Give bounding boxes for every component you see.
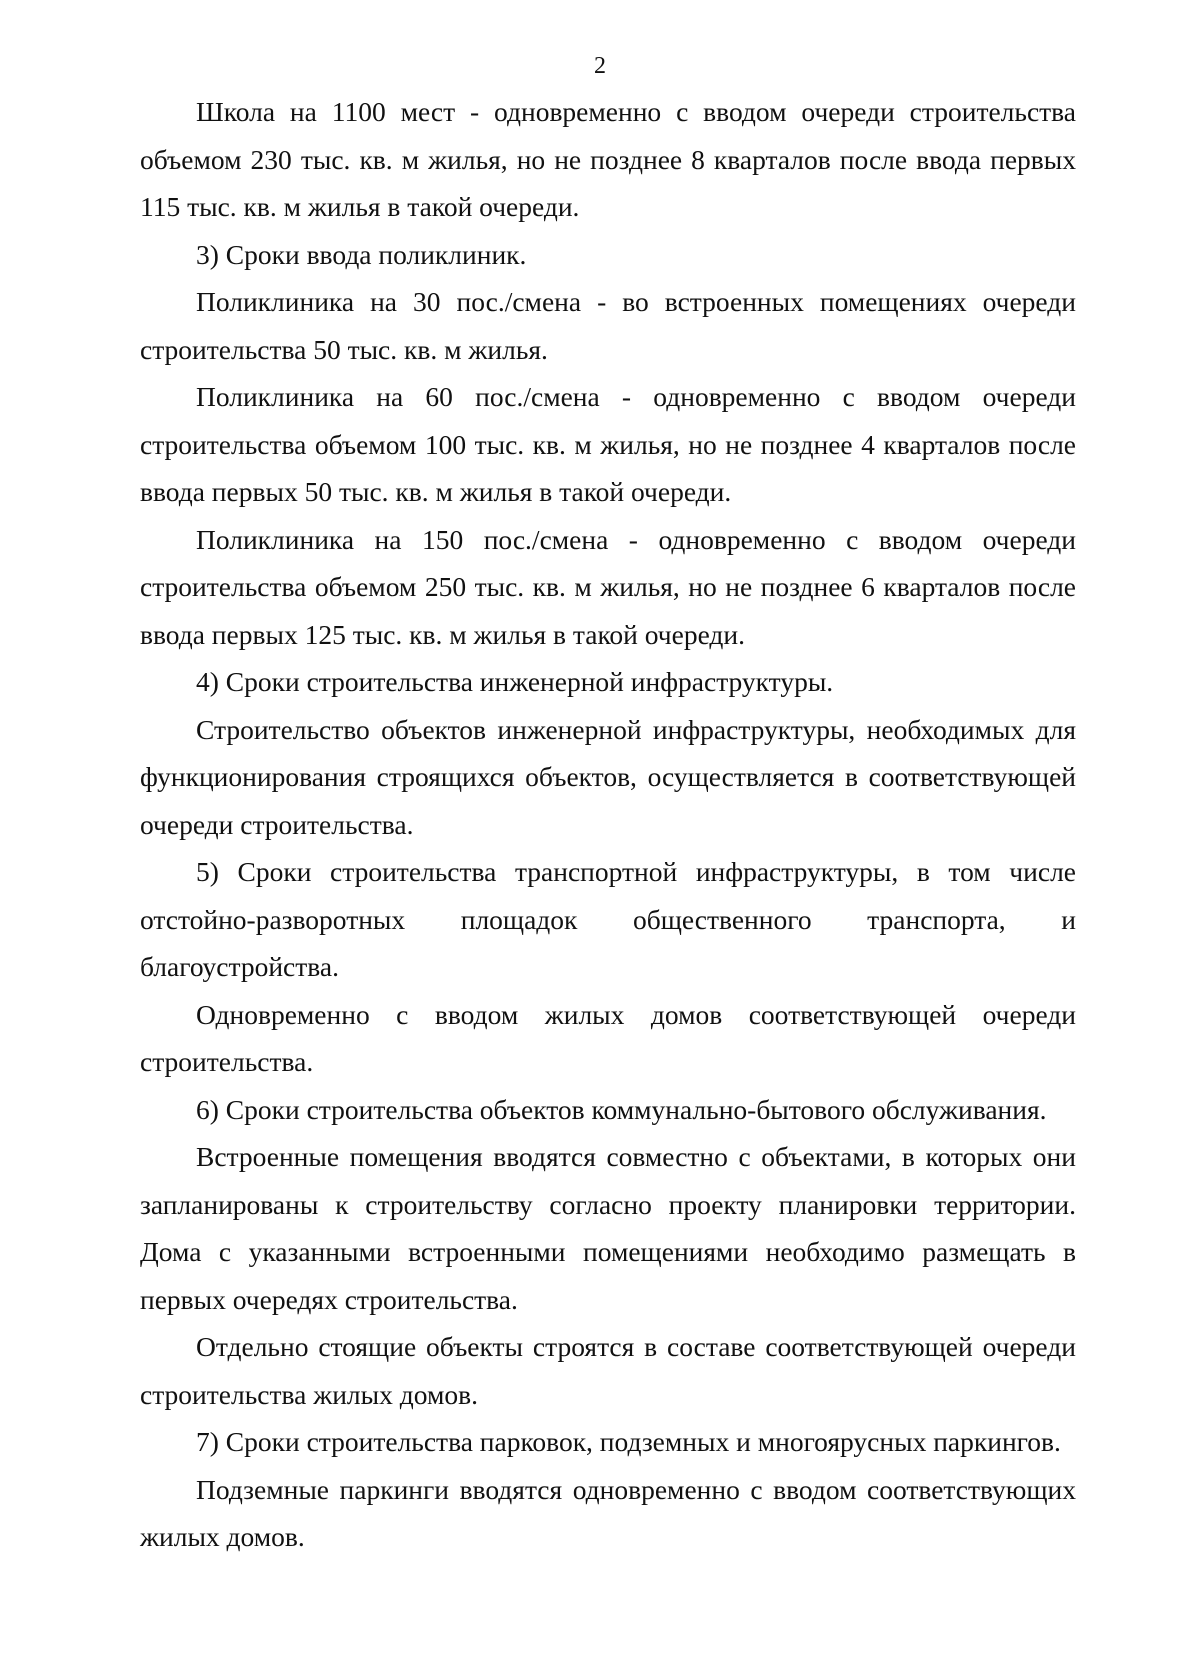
paragraph-engineering: Строительство объектов инженерной инфраструктуры, необходимых для функционирования строящихся объектов, осуществляется в соответствующей очереди строительства. <box>140 713 1076 840</box>
heading-services: 6) Сроки строительства объектов коммунально-бытового обслуживания. <box>196 1093 1047 1125</box>
paragraph-clinic-150: Поликлиника на 150 пос./смена - одновременно с вводом очереди строительства объемом 250 тыс. кв. м жилья, но не позднее 6 кварталов после ввода первых 125 тыс. кв. м жилья в такой очереди. <box>140 523 1076 650</box>
paragraph-school: Школа на 1100 мест - одновременно с вводом очереди строительства объемом 230 тыс. кв. м жилья, но не позднее 8 кварталов после ввода первых 115 тыс. кв. м жилья в такой очереди. <box>140 96 1076 222</box>
paragraph-transport: Одновременно с вводом жилых домов соответствующей очереди строительства. <box>140 998 1076 1077</box>
paragraph-builtin-premises: Встроенные помещения вводятся совместно с объектами, в которых они запланированы к строительству согласно проекту планировки территории. Дома с указанными встроенными помещениями необходимо размещать в первых очередях строительства. <box>140 1141 1076 1315</box>
heading-clinics: 3) Сроки ввода поликлиник. <box>196 238 527 270</box>
paragraph-parking: Подземные паркинги вводятся одновременно с вводом соответствующих жилых домов. <box>140 1473 1076 1552</box>
document-body <box>140 88 1076 1561</box>
paragraph-standalone: Отдельно стоящие объекты строятся в составе соответствующей очереди строительства жилых домов. <box>140 1331 1076 1410</box>
paragraph-transport-heading: 5) Сроки строительства транспортной инфраструктуры, в том числе отстойно-разворотных площадок общественного транспорта, и благоустройства. <box>140 856 1076 982</box>
paragraph-clinic-30: Поликлиника на 30 пос./смена - во встроенных помещениях очереди строительства 50 тыс. кв. м жилья. <box>140 286 1076 365</box>
heading-engineering: 4) Сроки строительства инженерной инфраструктуры. <box>196 666 834 697</box>
paragraph-clinic-60: Поликлиника на 60 пос./смена - одновременно с вводом очереди строительства объемом 100 тыс. кв. м жилья, но не позднее 4 кварталов после ввода первых 50 тыс. кв. м жилья в такой очереди. <box>140 381 1076 507</box>
heading-parking: 7) Сроки строительства парковок, подземных и многоярусных паркингов. <box>196 1426 1061 1457</box>
page-number: 2 <box>594 53 606 79</box>
